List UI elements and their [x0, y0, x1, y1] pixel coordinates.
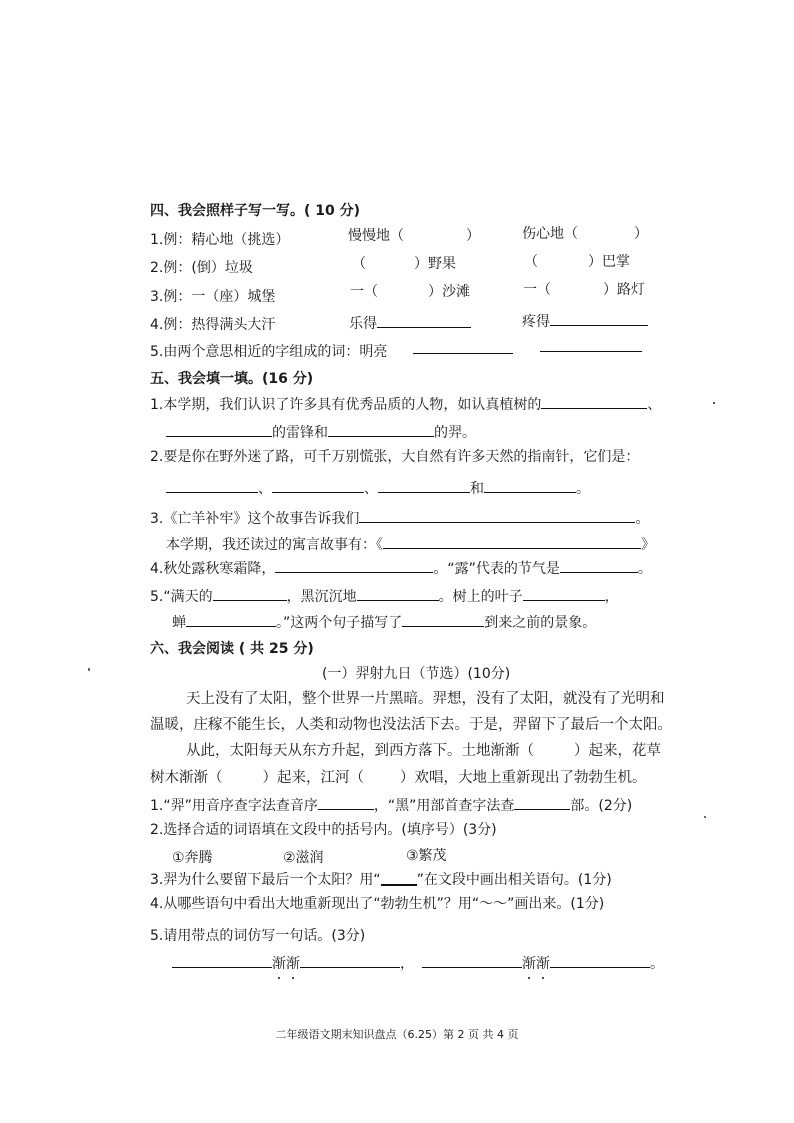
s4-q5-label: 5.由两个意思相近的字组成的词：明亮: [150, 344, 388, 360]
dotted-word: 渐: [286, 953, 300, 975]
scan-speck: [713, 402, 715, 404]
s4-q3-a: 一（ ）沙滩: [350, 284, 470, 300]
passage-p1-line1: 天上没有了太阳，整个世界一片黑暗。羿想，没有了太阳，就没有了光明和: [186, 691, 665, 707]
s5-q5-line2: 蝉 。”这两个句子描写了 到来之前的景象。: [172, 610, 596, 634]
s5-q1-line2: 的雷锋和 的羿。: [166, 420, 476, 444]
s4-q1-label: 1.例：精心地（挑选）: [150, 232, 290, 248]
s5-q5-line1: 5.“满天的 ，黑沉沉地 。树上的叶子 ，: [150, 584, 619, 608]
s4-q3-b: 一（ ）路灯: [523, 282, 645, 298]
blank-line[interactable]: [186, 610, 276, 627]
solid-line-mark: [381, 875, 417, 886]
s4-q2-label: 2.例：(倒）垃圾: [150, 260, 253, 276]
s6-q3: 3.羿为什么要留下最后一个太阳？用“ ”在文段中画出相关语句。(1分): [150, 872, 612, 888]
section-5-title: 五、我会填一填。(16 分): [150, 371, 314, 387]
blank-line[interactable]: [213, 584, 287, 601]
section-4-title: 四、我会照样子写一写。( 10 分): [150, 203, 361, 219]
section-6-title: 六、我会阅读 ( 共 25 分): [150, 641, 314, 657]
scan-speck: [88, 668, 90, 671]
option-3: ③繁茂: [406, 848, 447, 864]
s6-q2: 2.选择合适的词语填在文段中的括号内。(填序号）(3分): [150, 822, 497, 838]
blank-line[interactable]: [300, 951, 400, 968]
s4-q2-a: （ ）野果: [352, 256, 456, 272]
s5-q2-line2: 、 、 和 。: [166, 476, 590, 500]
dotted-word: 渐: [536, 953, 550, 975]
blank-line[interactable]: [550, 951, 650, 968]
blank-line[interactable]: [523, 584, 605, 601]
s4-q1-a: 慢慢地（ ）: [348, 228, 480, 244]
blank-line[interactable]: [383, 532, 641, 549]
passage-p2-line2: 树木渐渐（ ）起来，江河（ ）欢唱，大地上重新现出了勃勃生机。: [150, 770, 647, 786]
passage-p1-line2: 温暖，庄稼不能生长，人类和动物也没法活下去。于是，羿留下了最后一个太阳。: [150, 717, 672, 733]
blank-line[interactable]: [357, 584, 439, 601]
s6-q4: 4.从哪些语句中看出大地重新现出了“勃勃生机”？用“～～”画出来。(1分): [150, 896, 605, 912]
dotted-word: 渐: [272, 953, 286, 975]
s5-q4: 4.秋处露秋寒霜降， 。“露”代表的节气是 。: [150, 556, 652, 580]
s4-q2-b: （ ）巴掌: [524, 254, 630, 270]
blank-line[interactable]: [422, 951, 522, 968]
reading-subtitle: (一）羿射九日（节选）(10分): [322, 666, 511, 682]
blank-line[interactable]: [402, 610, 484, 627]
passage-p2-line1: 从此，太阳每天从东方升起，到西方落下。土地渐渐（ ）起来，花草: [186, 743, 661, 759]
option-1: ①奔腾: [172, 850, 213, 866]
s6-q5: 5.请用带点的词仿写一句话。(3分): [150, 928, 366, 944]
s5-q3-line1: 3.《亡羊补牢》这个故事告诉我们 。: [150, 506, 649, 530]
blank-line[interactable]: [272, 476, 364, 493]
blank-line[interactable]: [166, 476, 258, 493]
dotted-word: 渐: [522, 953, 536, 975]
s4-q4-a: 乐得: [349, 311, 471, 335]
wavy-line-mark: ～～: [479, 896, 508, 912]
option-2: ②滋润: [283, 850, 324, 866]
blank-line[interactable]: [540, 335, 642, 352]
blank-line[interactable]: [377, 311, 471, 328]
blank-line[interactable]: [378, 476, 470, 493]
blank-line[interactable]: [359, 506, 635, 523]
s5-q2-line1: 2.要是你在野外迷了路，可千万别慌张，大自然有许多天然的指南针，它们是：: [150, 449, 640, 465]
scan-speck: [704, 816, 706, 818]
blank-line[interactable]: [318, 793, 374, 810]
blank-line[interactable]: [550, 309, 648, 326]
s4-q3-label: 3.例：一（座）城堡: [150, 289, 276, 305]
s6-q1: 1.“羿”用音序查字法查音序 ，“黑”用部首查字法查 部。(2分): [150, 793, 632, 817]
blank-line[interactable]: [166, 420, 272, 437]
blank-line[interactable]: [560, 556, 638, 573]
blank-line[interactable]: [514, 793, 570, 810]
s4-q4-b: 疼得: [522, 309, 648, 333]
page-footer: 二年级语文期末知识盘点（6.25）第 2 页 共 4 页: [275, 1028, 519, 1041]
s6-q5-answer: 渐渐 ， 渐渐 。: [172, 951, 664, 975]
blank-line[interactable]: [328, 420, 434, 437]
s4-q4-label: 4.例：热得满头大汗: [150, 317, 276, 333]
blank-line[interactable]: [541, 392, 647, 409]
s5-q1-line1: 1.本学期，我们认识了许多具有优秀品质的人物，如认真植树的 、: [150, 392, 661, 416]
blank-line[interactable]: [275, 556, 433, 573]
blank-line[interactable]: [172, 951, 272, 968]
blank-line[interactable]: [484, 476, 576, 493]
s4-q1-b: 伤心地（ ）: [522, 226, 648, 242]
blank-line[interactable]: [413, 337, 513, 354]
s5-q3-line2: 本学期，我还读过的寓言故事有：《 》: [166, 532, 655, 556]
